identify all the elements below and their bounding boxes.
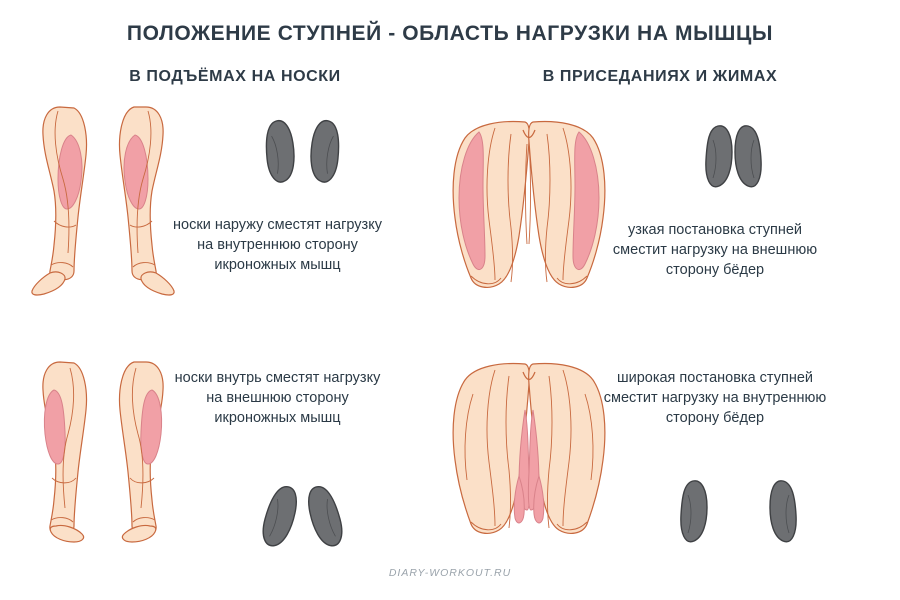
caption-squat-wide: широкая постановка ступней сместит нагрузку на внутреннюю сторону бёдер (603, 370, 827, 426)
footprints-wide (675, 475, 805, 550)
illustration-thighs-wide (445, 360, 615, 545)
caption-calves-toes-out: носки наружу сместят нагрузку на внутреннюю сторону икроножных мышц (173, 217, 382, 273)
footprints-toes-in (255, 480, 365, 555)
footprints-toes-out (255, 115, 365, 190)
illustration-legs-toes-out (30, 105, 180, 295)
caption-squat-narrow: узкая постановка ступней сместит нагрузку на внешнюю сторону бёдер (612, 222, 818, 278)
section-heading-calf-raises: В ПОДЪЁМАХ НА НОСКИ (129, 68, 341, 85)
watermark: DIARY-WORKOUT.RU (388, 567, 512, 579)
caption-calves-toes-in: носки внутрь сместят нагрузку на внешнюю сторону икроножных мышц (174, 370, 381, 426)
page-title: ПОЛОЖЕНИЕ СТУПНЕЙ - ОБЛАСТЬ НАГРУЗКИ НА МЫШЦЫ (126, 22, 774, 45)
illustration-thighs-narrow (445, 118, 615, 298)
illustration-legs-toes-in (30, 360, 180, 545)
footprints-narrow (680, 120, 790, 195)
section-heading-squats: В ПРИСЕДАНИЯХ И ЖИМАХ (542, 68, 778, 85)
